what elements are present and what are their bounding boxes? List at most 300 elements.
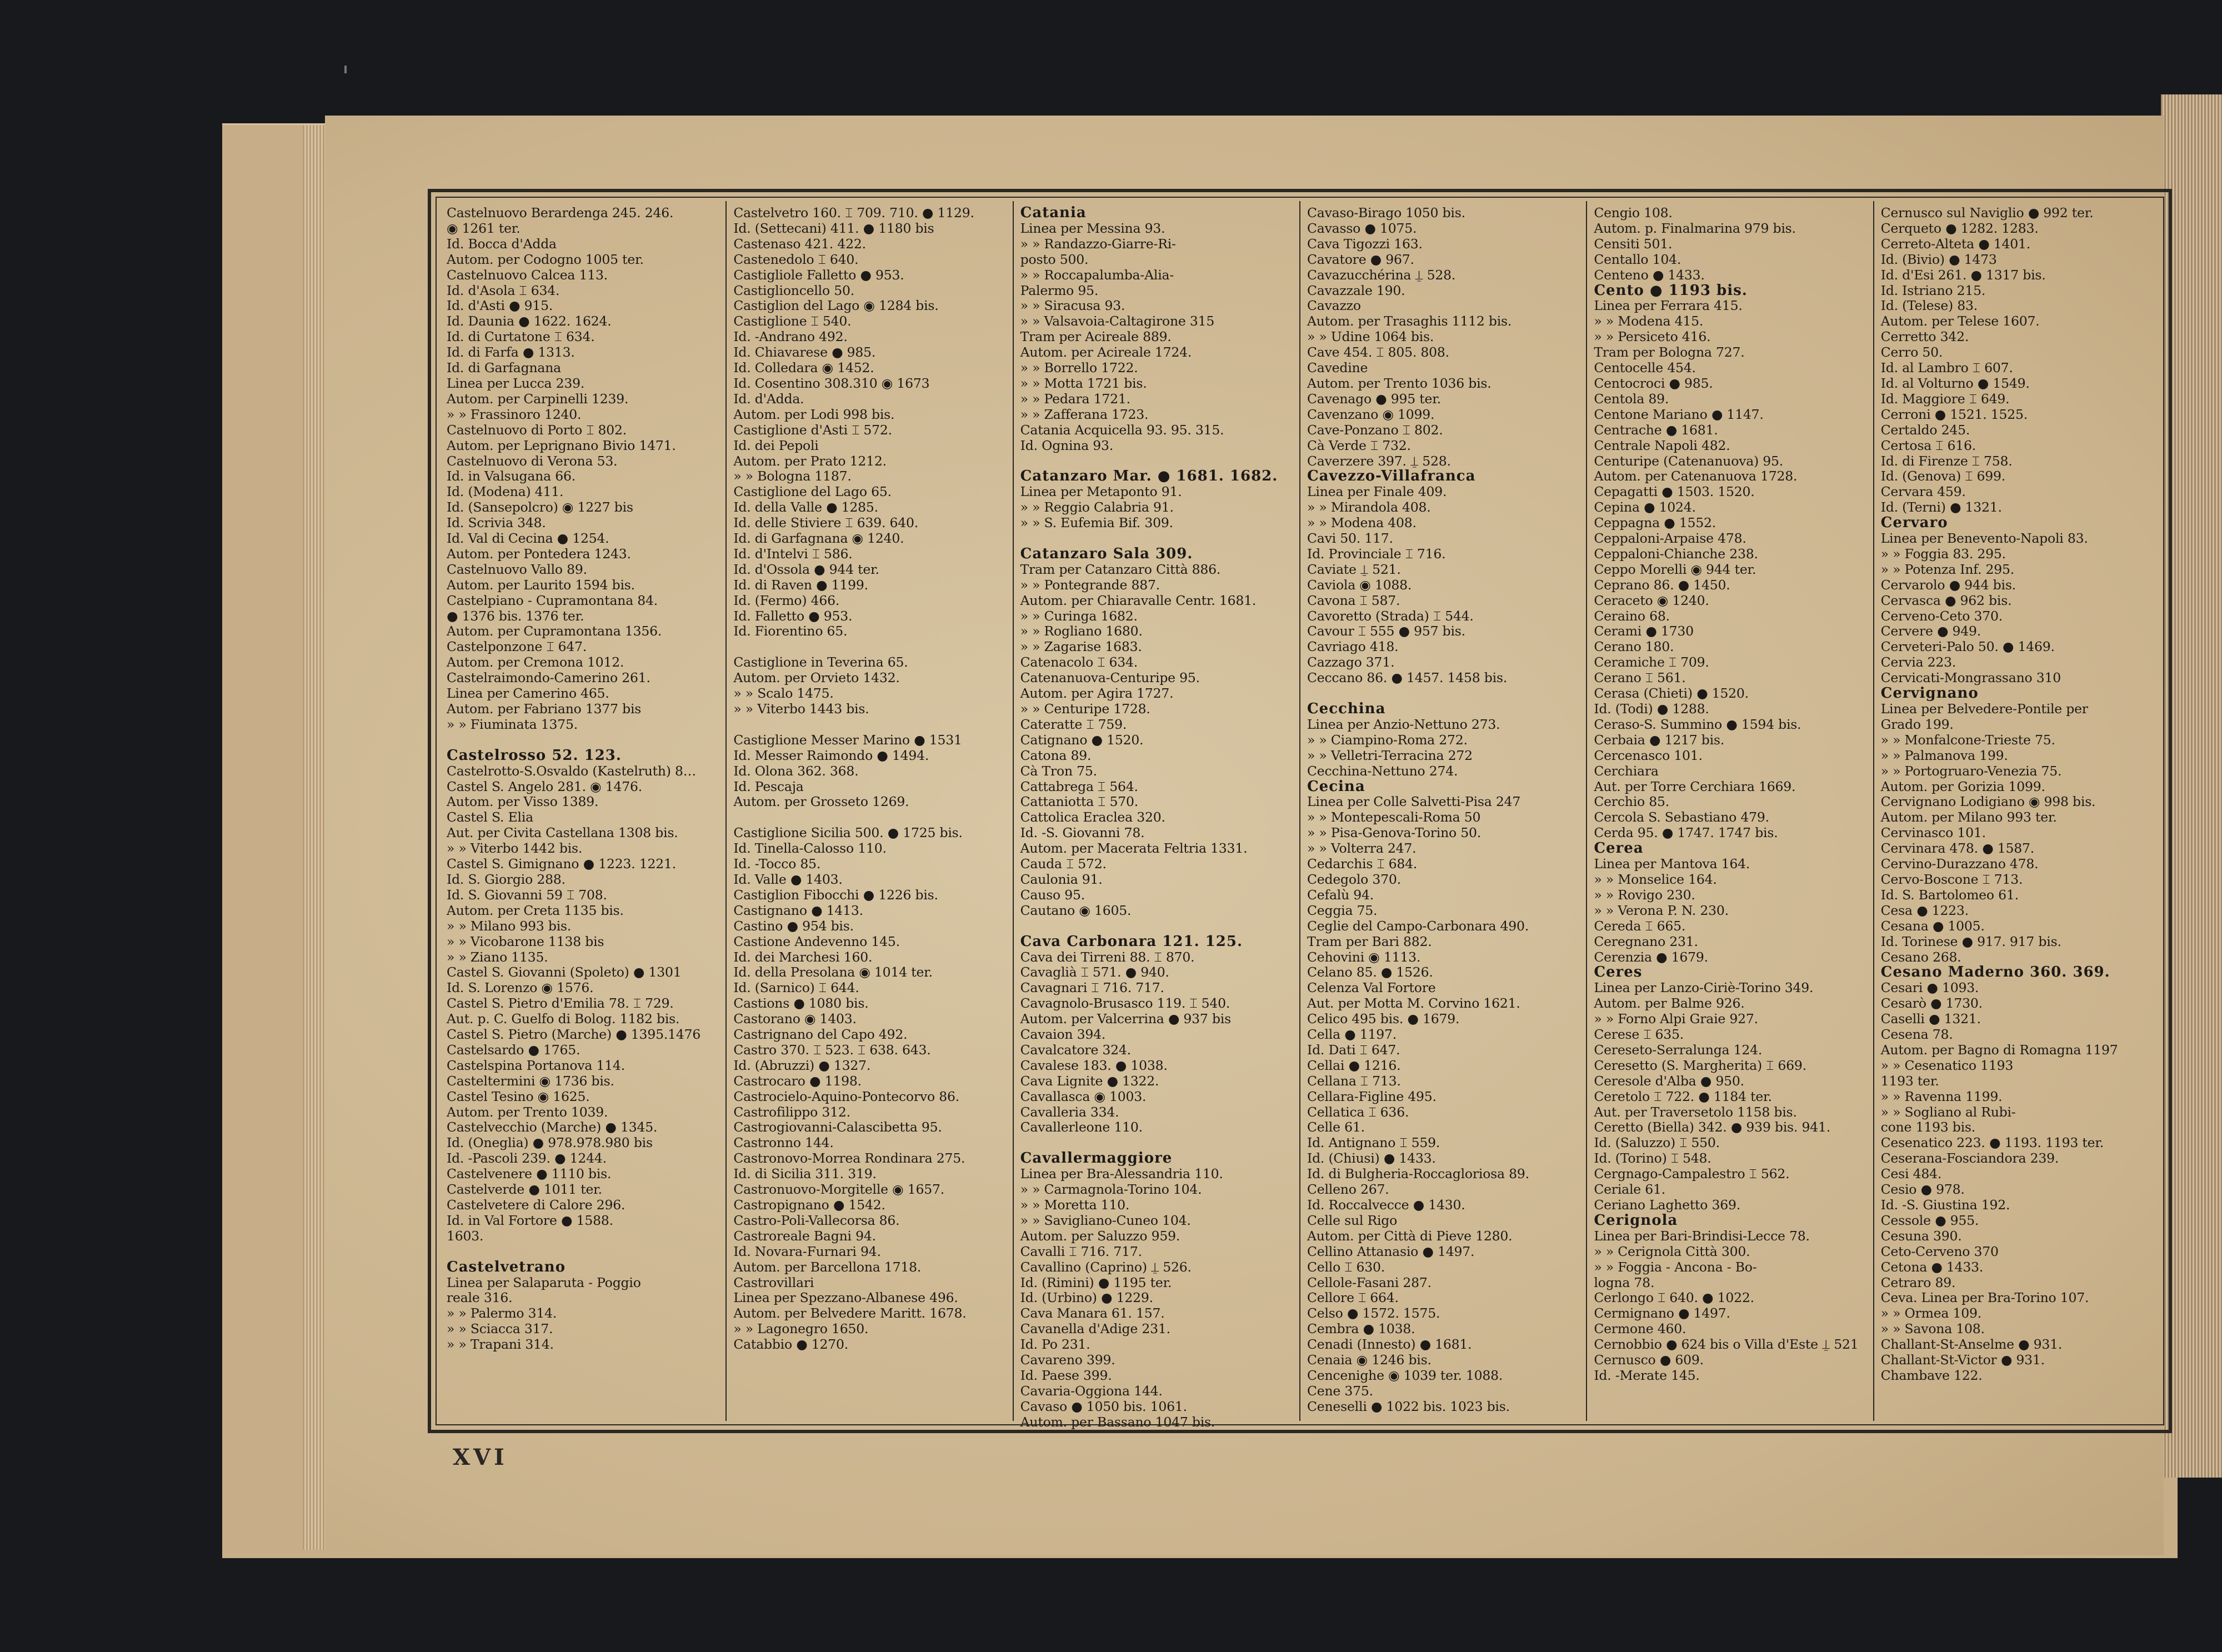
- index-entry: Autom. per Leprignano Bivio 1471.: [447, 437, 676, 453]
- index-entry: Autom. per Gorizia 1099.: [1880, 778, 2045, 794]
- index-entry: Celle sul Rigo: [1307, 1212, 1398, 1228]
- index-entry: [733, 717, 1009, 733]
- index-entry: Autom. per Laurito 1594 bis.: [447, 577, 635, 593]
- index-entry: Celso ● 1572. 1575.: [1307, 1305, 1440, 1321]
- index-entry: Cepagatti ● 1503. 1520.: [1594, 484, 1755, 500]
- index-entry: Ceriano Laghetto 369.: [1594, 1197, 1741, 1213]
- index-entry: Cereseto-Serralunga 124.: [1594, 1042, 1763, 1058]
- index-entry: Id. di Garfagnana ◉ 1240.: [733, 530, 904, 547]
- index-entry: » » Siracusa 93.: [1020, 298, 1125, 314]
- index-entry: Castrovillari: [733, 1274, 814, 1290]
- index-entry: Linea per Lucca 239.: [447, 375, 585, 391]
- index-entry: Linea per Messina 93.: [1020, 220, 1165, 236]
- index-entry: Cengio 108.: [1594, 205, 1673, 221]
- index-entry: Castronno 144.: [733, 1135, 834, 1151]
- index-entry: Cercenasco 101.: [1594, 747, 1703, 763]
- index-entry: Castrocaro ● 1198.: [733, 1073, 862, 1089]
- index-entry: Castenedolo ⌶ 640.: [733, 251, 859, 267]
- index-entry: Castelvenere ● 1110 bis.: [447, 1166, 612, 1182]
- index-entry: Linea per Salaparuta - Poggio: [447, 1274, 641, 1290]
- index-entry: Id. Cosentino 308.310 ◉ 1673: [733, 375, 930, 391]
- index-entry: Celle 61.: [1307, 1119, 1365, 1135]
- index-entry: Linea per Anzio-Nettuno 273.: [1307, 716, 1500, 732]
- index-entry: Id. di Garfagnana: [447, 360, 561, 376]
- index-entry: Castel S. Pietro d'Emilia 78. ⌶ 729.: [447, 995, 674, 1012]
- index-entry: posto 500.: [1020, 251, 1089, 267]
- index-entry: Autom. per Belvedere Maritt. 1678.: [733, 1305, 967, 1321]
- index-entry: » » Pedara 1721.: [1020, 391, 1130, 407]
- index-entry: Centocelle 454.: [1594, 360, 1696, 376]
- index-entry: Cesenatico 223. ● 1193. 1193 ter.: [1880, 1135, 2104, 1151]
- index-entry: Castropignano ● 1542.: [733, 1197, 885, 1213]
- index-entry: [733, 810, 1009, 825]
- index-heading: Ceres: [1594, 964, 1643, 981]
- index-entry: Cecchina-Nettuno 274.: [1307, 763, 1458, 779]
- index-entry: Id. d'Asola ⌶ 634.: [447, 282, 560, 298]
- index-entry: Autom. per Trasaghis 1112 bis.: [1307, 313, 1512, 329]
- index-entry: Linea per Belvedere-Pontile per: [1880, 701, 2088, 717]
- index-entry: Cavaso-Birago 1050 bis.: [1307, 205, 1465, 221]
- index-columns: [440, 201, 2160, 1430]
- index-column: [1013, 201, 1299, 1430]
- index-entry: Celleno 267.: [1307, 1182, 1389, 1198]
- index-entry: Castel S. Angelo 281. ◉ 1476.: [447, 778, 643, 794]
- index-entry: Certaldo 245.: [1880, 422, 1970, 438]
- index-entry: » » Frassinoro 1240.: [447, 406, 582, 422]
- index-entry: Castiglione ⌶ 540.: [733, 313, 852, 329]
- index-entry: Id. dei Pepoli: [733, 437, 819, 453]
- index-entry: Castronovo-Morrea Rondinara 275.: [733, 1150, 965, 1167]
- index-entry: Castiglion Fibocchi ● 1226 bis.: [733, 887, 938, 903]
- index-entry: Castiglion del Lago ◉ 1284 bis.: [733, 298, 939, 314]
- index-entry: Cesana ● 1005.: [1880, 918, 1985, 934]
- index-entry: Aut. per Civita Castellana 1308 bis.: [447, 825, 678, 841]
- index-entry: Id. in Valsugana 66.: [447, 468, 575, 484]
- index-entry: Castrogiovanni-Calascibetta 95.: [733, 1119, 942, 1135]
- index-entry: Cavallino (Caprino) ⍊ 526.: [1020, 1259, 1192, 1275]
- index-entry: » » Foggia - Ancona - Bo-: [1594, 1259, 1757, 1275]
- index-entry: » » Ravenna 1199.: [1880, 1088, 2003, 1104]
- index-entry: Ceglie del Campo-Carbonara 490.: [1307, 918, 1529, 934]
- index-entry: Cautano ◉ 1605.: [1020, 902, 1132, 918]
- index-entry: Cerbaia ● 1217 bis.: [1594, 732, 1725, 748]
- index-entry: Cerveno-Ceto 370.: [1880, 608, 2003, 624]
- index-entry: » » Pontegrande 887.: [1020, 577, 1160, 593]
- index-entry: Centuripe (Catenanuova) 95.: [1594, 453, 1784, 469]
- index-entry: Cellore ⌶ 664.: [1307, 1290, 1399, 1306]
- index-entry: Id. al Volturno ● 1549.: [1880, 375, 2030, 391]
- index-entry: Cesano 268.: [1880, 949, 1961, 965]
- index-entry: Autom. per Telese 1607.: [1880, 313, 2040, 329]
- index-entry: Catenacolo ⌶ 634.: [1020, 654, 1138, 670]
- index-entry: Castroreale Bagni 94.: [733, 1228, 876, 1244]
- index-entry: Cattaniotta ⌶ 570.: [1020, 794, 1139, 810]
- index-heading: Cava Carbonara 121. 125.: [1020, 933, 1243, 950]
- index-column: [725, 201, 1012, 1421]
- index-entry: » » Volterra 247.: [1307, 840, 1417, 857]
- index-entry: Cavazzo: [1307, 298, 1361, 314]
- index-entry: Cattabrega ⌶ 564.: [1020, 778, 1138, 794]
- index-entry: Castro-Poli-Vallecorsa 86.: [733, 1212, 900, 1228]
- index-entry: Id. (Telese) 83.: [1880, 298, 1978, 314]
- index-entry: Cervara 459.: [1880, 484, 1966, 500]
- index-entry: Catabbio ● 1270.: [733, 1336, 849, 1353]
- index-entry: Cave-Ponzano ⌶ 802.: [1307, 422, 1443, 438]
- index-heading: Cento ● 1193 bis.: [1594, 282, 1748, 299]
- index-entry: Castions ● 1080 bis.: [733, 995, 869, 1012]
- index-entry: Id. di Firenze ⌶ 758.: [1880, 453, 2013, 469]
- index-entry: Id. d'Adda.: [733, 391, 804, 407]
- index-entry: » » Rovigo 230.: [1594, 887, 1695, 903]
- index-entry: » » Randazzo-Giarre-Ri-: [1020, 236, 1176, 252]
- index-entry: Castorano ◉ 1403.: [733, 1011, 857, 1027]
- index-entry: Ceccano 86. ● 1457. 1458 bis.: [1307, 670, 1508, 686]
- index-entry: Autom. per Acireale 1724.: [1020, 344, 1192, 361]
- index-entry: Centone Mariano ● 1147.: [1594, 406, 1764, 422]
- index-entry: Cedegolo 370.: [1307, 871, 1401, 887]
- index-entry: Cerroni ● 1521. 1525.: [1880, 406, 2028, 422]
- index-entry: Cavenago ● 995 ter.: [1307, 391, 1441, 407]
- index-heading: Cervignano: [1880, 685, 1979, 702]
- index-entry: » » Potenza Inf. 295.: [1880, 561, 2015, 577]
- index-entry: » » Fiuminata 1375.: [447, 716, 578, 732]
- index-entry: Cellole-Fasani 287.: [1307, 1274, 1432, 1290]
- index-column: [1586, 201, 1873, 1421]
- index-entry: Ceprano 86. ● 1450.: [1594, 577, 1730, 593]
- index-entry: Id. in Val Fortore ● 1588.: [447, 1212, 613, 1228]
- index-entry: » » Cerignola Città 300.: [1594, 1243, 1750, 1259]
- index-entry: Castigliole Falletto ● 953.: [733, 267, 904, 283]
- index-entry: Cavalleria 334.: [1020, 1104, 1119, 1120]
- index-entry: Castelnuovo di Verona 53.: [447, 453, 618, 469]
- index-entry: Id. -Tocco 85.: [733, 856, 821, 872]
- index-entry: Cencenighe ◉ 1039 ter. 1088.: [1307, 1367, 1503, 1383]
- index-entry: Castione Andevenno 145.: [733, 933, 900, 949]
- index-entry: Cavaria-Oggiona 144.: [1020, 1383, 1163, 1399]
- index-entry: Cessole ● 955.: [1880, 1212, 1979, 1228]
- index-entry: Ceraceto ◉ 1240.: [1594, 592, 1709, 608]
- index-entry: Id. (Urbino) ● 1229.: [1020, 1290, 1153, 1306]
- index-entry: » » Ciampino-Roma 272.: [1307, 732, 1468, 748]
- index-entry: Id. Novara-Furnari 94.: [733, 1243, 881, 1259]
- index-entry: Cello ⌶ 630.: [1307, 1259, 1385, 1275]
- index-entry: Id. Pescaja: [733, 778, 804, 794]
- index-entry: Cesarò ● 1730.: [1880, 995, 1983, 1012]
- index-entry: Id. (Modena) 411.: [447, 484, 564, 500]
- index-entry: Ceraso-S. Summino ● 1594 bis.: [1594, 716, 1801, 732]
- index-entry: Cavallerleone 110.: [1020, 1119, 1143, 1135]
- index-entry: » » Lagonegro 1650.: [733, 1321, 869, 1337]
- index-entry: Cavi 50. 117.: [1307, 530, 1393, 547]
- index-entry: Tram per Acireale 889.: [1020, 329, 1172, 345]
- index-heading: Castelrosso 52. 123.: [447, 747, 622, 764]
- index-entry: Autom. per Lodi 998 bis.: [733, 406, 895, 422]
- index-entry: Id. Colledara ◉ 1452.: [733, 360, 874, 376]
- index-entry: Id. Po 231.: [1020, 1336, 1090, 1353]
- index-entry: Autom. per Trento 1036 bis.: [1307, 375, 1492, 391]
- index-entry: Cervino-Durazzano 478.: [1880, 856, 2039, 872]
- index-entry: Id. -S. Giovanni 78.: [1020, 825, 1145, 841]
- index-entry: Cesuna 390.: [1880, 1228, 1962, 1244]
- index-entry: Cerchiara: [1594, 763, 1659, 779]
- index-entry: Cerlongo ⌶ 640. ● 1022.: [1594, 1290, 1754, 1306]
- index-entry: Castronuovo-Morgitelle ◉ 1657.: [733, 1182, 945, 1198]
- index-entry: Cellatica ⌶ 636.: [1307, 1104, 1409, 1120]
- index-entry: Centeno ● 1433.: [1594, 267, 1705, 283]
- index-entry: Castignano ● 1413.: [733, 902, 863, 918]
- index-entry: [1020, 919, 1296, 934]
- index-entry: » » Mirandola 408.: [1307, 499, 1431, 515]
- index-entry: » » Monselice 164.: [1594, 871, 1717, 887]
- index-entry: Cava Manara 61. 157.: [1020, 1305, 1165, 1321]
- index-entry: Id. Valle ● 1403.: [733, 871, 843, 887]
- index-entry: [1307, 686, 1583, 702]
- index-entry: Palermo 95.: [1020, 282, 1099, 298]
- index-entry: » » Pisa-Genova-Torino 50.: [1307, 825, 1482, 841]
- index-entry: Linea per Colle Salvetti-Pisa 247: [1307, 794, 1521, 810]
- index-entry: Cavazzale 190.: [1307, 282, 1405, 298]
- index-entry: Caulonia 91.: [1020, 871, 1103, 887]
- index-entry: Id. (Torino) ⌶ 548.: [1594, 1150, 1711, 1167]
- index-entry: Castel S. Giovanni (Spoleto) ● 1301: [447, 964, 682, 980]
- index-entry: Id. Val di Cecina ● 1254.: [447, 530, 609, 547]
- index-entry: Linea per Mantova 164.: [1594, 856, 1750, 872]
- index-heading: Cerignola: [1594, 1212, 1678, 1229]
- index-entry: Ceggia 75.: [1307, 902, 1378, 918]
- index-entry: Ceretolo ⌶ 722. ● 1184 ter.: [1594, 1088, 1772, 1104]
- index-entry: Linea per Metaponto 91.: [1020, 484, 1182, 500]
- index-heading: Cecchina: [1307, 700, 1386, 717]
- index-entry: Cavaso ● 1050 bis. 1061.: [1020, 1398, 1187, 1414]
- index-entry: Cereda ⌶ 665.: [1594, 918, 1686, 934]
- index-entry: Autom. per Fabriano 1377 bis: [447, 701, 642, 717]
- index-entry: Autom. per Catenanuova 1728.: [1594, 468, 1798, 484]
- index-entry: Centocroci ● 985.: [1594, 375, 1713, 391]
- index-entry: Autom. per Carpinelli 1239.: [447, 391, 629, 407]
- index-entry: Cerro 50.: [1880, 344, 1943, 361]
- index-entry: Cavazucchérina ⍊ 528.: [1307, 267, 1456, 283]
- index-entry: [1020, 454, 1296, 469]
- page-number: XVI: [453, 1444, 508, 1470]
- index-entry: Ceppo Morelli ◉ 944 ter.: [1594, 561, 1756, 577]
- index-entry: Id. Tinella-Calosso 110.: [733, 840, 887, 857]
- index-entry: Id. Dati ⌶ 647.: [1307, 1042, 1400, 1058]
- index-entry: Tram per Bari 882.: [1307, 933, 1432, 949]
- index-entry: Autom. per Cupramontana 1356.: [447, 623, 662, 639]
- index-entry: Autom. per Grosseto 1269.: [733, 794, 909, 810]
- index-entry: Castelspina Portanova 114.: [447, 1057, 625, 1073]
- index-entry: Cavagnolo-Brusasco 119. ⌶ 540.: [1020, 995, 1230, 1012]
- index-entry: Ceretto (Biella) 342. ● 939 bis. 941.: [1594, 1119, 1830, 1135]
- index-entry: Castino ● 954 bis.: [733, 918, 854, 934]
- index-entry: Linea per Spezzano-Albanese 496.: [733, 1290, 958, 1306]
- index-entry: Castelsardo ● 1765.: [447, 1042, 580, 1058]
- index-column: [1873, 201, 2160, 1421]
- index-entry: Castiglione in Teverina 65.: [733, 654, 908, 670]
- index-entry: Cervere ● 949.: [1880, 623, 1981, 639]
- index-entry: » » S. Eufemia Bif. 309.: [1020, 515, 1173, 531]
- index-entry: » » Roccapalumba-Alia-: [1020, 267, 1174, 283]
- index-entry: Autom. per Orvieto 1432.: [733, 670, 900, 686]
- index-entry: Cene 375.: [1307, 1383, 1373, 1399]
- index-column: [1299, 201, 1586, 1421]
- index-entry: Aut. per Traversetolo 1158 bis.: [1594, 1104, 1797, 1120]
- index-entry: » » Monfalcone-Trieste 75.: [1880, 732, 2055, 748]
- index-entry: Tram per Bologna 727.: [1594, 344, 1745, 361]
- index-entry: Castelnuovo Berardenga 245. 246.: [447, 205, 674, 221]
- index-entry: Autom. per Valcerrina ● 937 bis: [1020, 1011, 1231, 1027]
- index-entry: » » Viterbo 1443 bis.: [733, 701, 869, 717]
- index-entry: Autom. p. Finalmarina 979 bis.: [1594, 220, 1796, 236]
- index-entry: Id. S. Giorgio 288.: [447, 871, 565, 887]
- index-entry: » » Ziano 1135.: [447, 949, 548, 965]
- index-entry: Censiti 501.: [1594, 236, 1673, 252]
- index-heading: Catanzaro Mar. ● 1681. 1682.: [1020, 468, 1278, 485]
- index-entry: Id. Roccalvecce ● 1430.: [1307, 1197, 1465, 1213]
- index-entry: Castelverde ● 1011 ter.: [447, 1182, 602, 1198]
- index-entry: Id. Provinciale ⌶ 716.: [1307, 545, 1446, 562]
- index-entry: Id. Messer Raimondo ● 1494.: [733, 747, 929, 763]
- index-entry: Id. d'Asti ● 915.: [447, 298, 553, 314]
- index-entry: Catenanuova-Centuripe 95.: [1020, 670, 1200, 686]
- index-entry: » » Centuripe 1728.: [1020, 701, 1150, 717]
- index-entry: Centola 89.: [1594, 391, 1669, 407]
- index-entry: Id. delle Stiviere ⌶ 639. 640.: [733, 515, 919, 531]
- index-entry: Id. (Chiusi) ● 1433.: [1307, 1150, 1436, 1167]
- index-entry: Castrocielo-Aquino-Pontecorvo 86.: [733, 1088, 959, 1104]
- index-heading: Cervaro: [1880, 514, 1948, 532]
- index-entry: Cervinasco 101.: [1880, 825, 1986, 841]
- index-entry: Cavaglià ⌶ 571. ● 940.: [1020, 964, 1169, 980]
- index-entry: Id. (Fermo) 466.: [733, 592, 840, 608]
- index-entry: Chambave 122.: [1880, 1367, 1983, 1383]
- index-entry: Cavasso ● 1075.: [1307, 220, 1417, 236]
- index-entry: » » Reggio Calabria 91.: [1020, 499, 1174, 515]
- index-entry: Autom. per Bagno di Romagna 1197: [1880, 1042, 2118, 1058]
- index-entry: Ceto-Cerveno 370: [1880, 1243, 1999, 1259]
- index-entry: Ceppagna ● 1552.: [1594, 515, 1716, 531]
- index-entry: Castelnuovo Vallo 89.: [447, 561, 587, 577]
- index-entry: Cerami ● 1730: [1594, 623, 1694, 639]
- index-entry: » » Motta 1721 bis.: [1020, 375, 1147, 391]
- index-entry: Castelvetro 160. ⌶ 709. 710. ● 1129.: [733, 205, 974, 221]
- index-entry: Ceramiche ⌶ 709.: [1594, 654, 1709, 670]
- index-entry: Cerda 95. ● 1747. 1747 bis.: [1594, 825, 1778, 841]
- index-entry: » » Zafferana 1723.: [1020, 406, 1149, 422]
- index-heading: Cecina: [1307, 778, 1365, 795]
- index-entry: logna 78.: [1594, 1274, 1655, 1290]
- index-entry: Castel S. Gimignano ● 1223. 1221.: [447, 856, 677, 872]
- index-entry: Linea per Bra-Alessandria 110.: [1020, 1166, 1223, 1182]
- index-entry: Cesena 78.: [1880, 1027, 1953, 1043]
- index-entry: » » Moretta 110.: [1020, 1197, 1130, 1213]
- index-entry: Cervarolo ● 944 bis.: [1880, 577, 2016, 593]
- index-entry: Autom. per Agira 1727.: [1020, 685, 1174, 702]
- index-entry: Castenaso 421. 422.: [733, 236, 866, 252]
- index-entry: Cergnago-Campalestro ⌶ 562.: [1594, 1166, 1790, 1182]
- index-entry: Id. -Merate 145.: [1594, 1367, 1700, 1383]
- index-entry: ● 1376 bis. 1376 ter.: [447, 608, 584, 624]
- index-entry: Autom. per Milano 993 ter.: [1880, 809, 2057, 825]
- index-entry: Celano 85. ● 1526.: [1307, 964, 1433, 980]
- index-entry: Linea per Camerino 465.: [447, 685, 609, 702]
- index-entry: Id. (Abruzzi) ● 1327.: [733, 1057, 871, 1073]
- index-entry: [1020, 531, 1296, 547]
- index-entry: » » Modena 415.: [1594, 313, 1704, 329]
- index-entry: Cavaion 394.: [1020, 1027, 1106, 1043]
- index-entry: Id. Paese 399.: [1020, 1367, 1112, 1383]
- index-entry: Cervasca ● 962 bis.: [1880, 592, 2012, 608]
- index-entry: Centrale Napoli 482.: [1594, 437, 1730, 453]
- index-entry: Id. Torinese ● 917. 917 bis.: [1880, 933, 2061, 949]
- index-entry: Id. (Saluzzo) ⌶ 550.: [1594, 1135, 1720, 1151]
- index-entry: » » Savigliano-Cuneo 104.: [1020, 1212, 1191, 1228]
- index-entry: Centrache ● 1681.: [1594, 422, 1718, 438]
- index-entry: Cehovini ◉ 1113.: [1307, 949, 1421, 965]
- index-heading: Cerea: [1594, 840, 1644, 857]
- index-entry: Cavalese 183. ● 1038.: [1020, 1057, 1168, 1073]
- index-entry: » » Zagarise 1683.: [1020, 639, 1142, 655]
- index-entry: » » Verona P. N. 230.: [1594, 902, 1729, 918]
- index-entry: Cerasa (Chieti) ● 1520.: [1594, 685, 1749, 702]
- index-entry: Ceppaloni-Chianche 238.: [1594, 545, 1758, 562]
- index-entry: Cenadi (Innesto) ● 1681.: [1307, 1336, 1472, 1353]
- index-entry: Cavenzano ◉ 1099.: [1307, 406, 1435, 422]
- index-entry: Cervinara 478. ● 1587.: [1880, 840, 2035, 857]
- index-entry: Centallo 104.: [1594, 251, 1681, 267]
- index-entry: Cerretto 342.: [1880, 329, 1969, 345]
- index-entry: » » Udine 1064 bis.: [1307, 329, 1434, 345]
- index-entry: Cervia 223.: [1880, 654, 1956, 670]
- index-entry: Casteltermini ◉ 1736 bis.: [447, 1073, 614, 1089]
- index-entry: Linea per Bari-Brindisi-Lecce 78.: [1594, 1228, 1810, 1244]
- index-entry: Cernusco ● 609.: [1594, 1352, 1704, 1368]
- index-entry: Ceserana-Fosciandora 239.: [1880, 1150, 2059, 1167]
- index-entry: Certosa ⌶ 616.: [1880, 437, 1976, 453]
- index-entry: Id. d'Ossola ● 944 ter.: [733, 561, 879, 577]
- index-entry: Cernobbio ● 624 bis o Villa d'Este ⍊ 521: [1594, 1336, 1859, 1353]
- index-entry: Cefalù 94.: [1307, 887, 1374, 903]
- index-entry: Id. di Bulgheria-Roccagloriosa 89.: [1307, 1166, 1529, 1182]
- index-entry: Id. Olona 362. 368.: [733, 763, 859, 779]
- index-entry: » » Curinga 1682.: [1020, 608, 1138, 624]
- index-entry: reale 316.: [447, 1290, 513, 1306]
- index-entry: Catona 89.: [1020, 747, 1092, 763]
- index-entry: Linea per Lanzo-Ciriè-Torino 349.: [1594, 980, 1814, 996]
- index-entry: Cavalli ⌶ 716. 717.: [1020, 1243, 1142, 1259]
- index-entry: » » Ormea 109.: [1880, 1305, 1982, 1321]
- index-entry: » » Valsavoia-Caltagirone 315: [1020, 313, 1215, 329]
- index-entry: Id. Fiorentino 65.: [733, 623, 848, 639]
- index-entry: Castelraimondo-Camerino 261.: [447, 670, 650, 686]
- index-entry: Id. (Bivio) ● 1473: [1880, 251, 1997, 267]
- index-entry: Cervignano Lodigiano ◉ 998 bis.: [1880, 794, 2096, 810]
- index-entry: Ceva. Linea per Bra-Torino 107.: [1880, 1290, 2089, 1306]
- index-entry: Cellana ⌶ 713.: [1307, 1073, 1401, 1089]
- index-entry: Cellara-Figline 495.: [1307, 1088, 1437, 1104]
- index-entry: Autom. per Macerata Feltria 1331.: [1020, 840, 1248, 857]
- index-entry: Cervo-Boscone ⌶ 713.: [1880, 871, 2023, 887]
- index-entry: Autom. per Chiaravalle Centr. 1681.: [1020, 592, 1257, 608]
- index-entry: » » Scalo 1475.: [733, 685, 834, 702]
- index-entry: Cava Tigozzi 163.: [1307, 236, 1423, 252]
- index-entry: » » Rogliano 1680.: [1020, 623, 1143, 639]
- index-heading: Cavezzo-Villafranca: [1307, 468, 1476, 485]
- index-column: [440, 201, 725, 1421]
- index-entry: Ceriale 61.: [1594, 1182, 1666, 1198]
- index-entry: Tram per Catanzaro Città 886.: [1020, 561, 1221, 577]
- index-entry: Autom. per Città di Pieve 1280.: [1307, 1228, 1513, 1244]
